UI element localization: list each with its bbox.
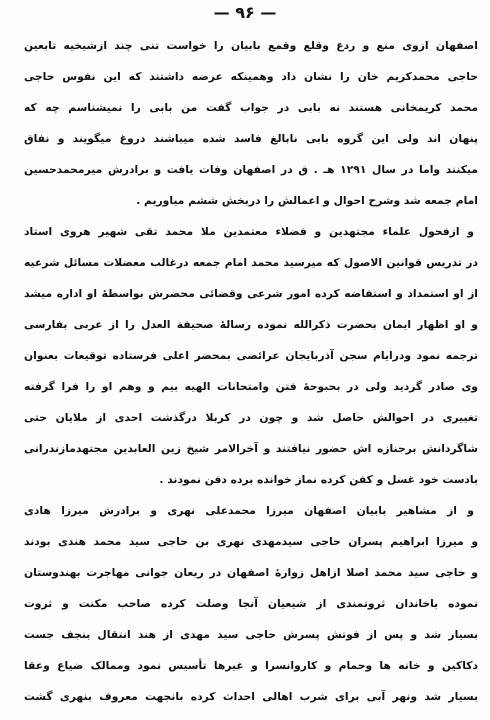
- text-line: دکاکین و خانه ها وحمام و کاروانسرا و غیرها تأسیس نمود وممالک ضیاع وعقا: [24, 659, 478, 672]
- text-line: شاگردانش برجنازه اش حضور نیافتند و آخرالامر شیخ زین العابدین مجتهدمازندرانی: [24, 442, 478, 455]
- text-line: حاجی محمدکریم خان را نشان داد وهمینکه عرضه داشتند که این نفوس حاجی: [24, 70, 478, 83]
- text-line: پنهان اند ولی این گروه بابی نابالغ فاسد شده میباشند دروغ میگویند و نفاق: [24, 132, 478, 145]
- text-line: اصفهان ازوی منع و ردع وقلع وقمع بابیان را خواست تنی چند ازشیخیه تابعین: [24, 39, 478, 52]
- page-number: — ۹۶ —: [213, 3, 277, 22]
- text-line: از او استمداد و استفاضه کرده امور شرعی وقضائی محضرش بواسطهٔ او اداره میشد: [24, 287, 478, 300]
- text-line: و از مشاهیر بابیان اصفهان میرزا محمدعلی نهری و برادرش میرزا هادی: [24, 504, 474, 517]
- text-line: بسیار شد و پس از فوتش پسرش حاجی سید مهدی از هند انتقال بنجف جست: [24, 628, 478, 641]
- text-line: محمد کریمخانی هستند نه بابی در جواب گفت من بابی را نمیشناسم چه که: [24, 101, 478, 114]
- text-line: بادست خود غسل و کفن کرده نماز خوانده برده دفن نمودند .: [159, 473, 478, 486]
- text-line: بسیار شد ونهر آبی برای شرب اهالی احداث کرده بانجهت معروف بنهری گشت: [24, 690, 478, 703]
- text-line: نموده باخاندان ثروتمندی از شیعیان آنجا وصلت کرده صاحب مکنت و ثروت: [24, 597, 478, 610]
- text-line: و او اظهار ایمان بحضرت ذکرالله نموده رسالهٔ صحیفة العدل را از عربی بفارسی: [24, 318, 478, 331]
- text-line: در تدریس قوانین الاصول که میرسید محمد امام جمعه درغالب معضلات مسائل شرعیه: [24, 256, 478, 269]
- text-line: ترجمه نمود ودرایام سجن آذربایجان عرائضی بمحضر اعلی فرستاده توقیعات بعنوان: [24, 349, 478, 362]
- text-line: و حاجی سید محمد اصلا ازاهل زوارهٔ اصفهان در ریعان جوانی مهاجرت بهندوستان: [24, 566, 478, 579]
- text-line: و ازفحول علماء مجتهدین و فضلاء معتمدین ملا محمد تقی شهیر هروی استاد: [24, 225, 474, 238]
- text-line: تغییری در احوالش حاصل شد و چون در کربلا درگذشت احدی از ملایان حتی: [24, 411, 478, 424]
- text-line: وی صادر گردید ولی در بحبوحهٔ فتن وامتحانات الهیه بیم و وهم او را فرا گرفته: [24, 380, 478, 393]
- text-line: میکنند واما در سال ۱۲۹۱ هـ . ق در اصفهان وفات یافت و برادرش میرمحمدحسین: [24, 163, 478, 176]
- text-line: امام جمعه شد وشرح احوال و اعمالش را دربخش ششم میاوریم .: [136, 194, 478, 207]
- text-line: و میرزا ابراهیم پسران حاجی سیدمهدی نهری بن حاجی سید محمد هندی بودند: [24, 535, 478, 548]
- page-body: [24, 30, 478, 712]
